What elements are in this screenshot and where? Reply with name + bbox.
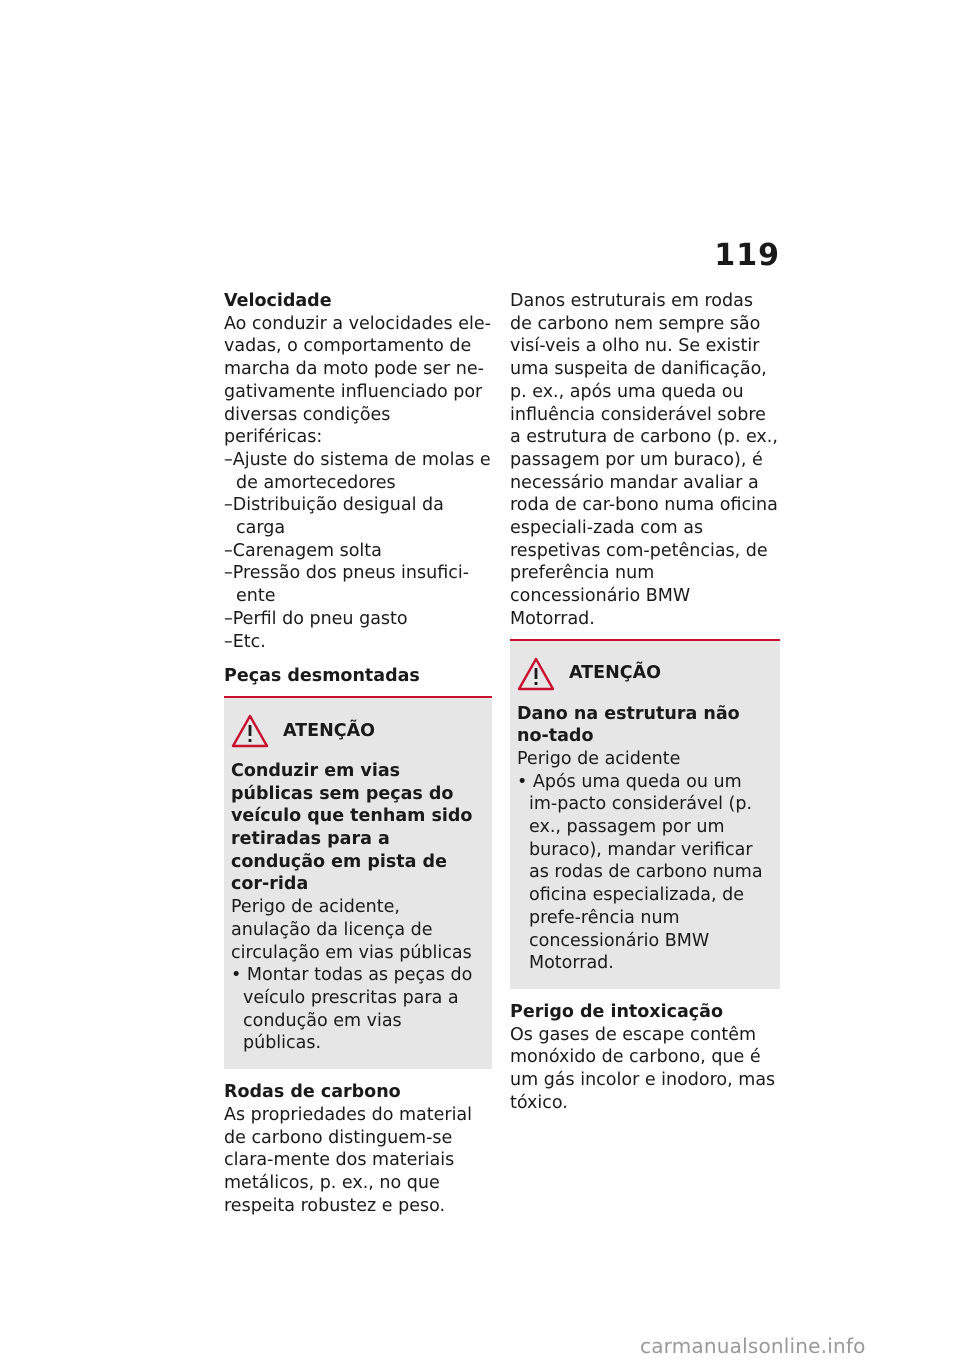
left-column xyxy=(224,290,492,1217)
warning-triangle-icon xyxy=(517,657,555,691)
warning-box xyxy=(510,641,780,989)
list-item: –Ajuste do sistema de molas e de amortecedores xyxy=(224,449,491,493)
carbon-damage-text: Danos estruturais em rodas de carbono nem sempre são visí-veis a olho nu. Se existir uma suspeita de danificação, p. ex., após uma queda ou influência considerável sobre a estrutura de carbono (p. ex., passagem por um buraco), é necessário mandar avaliar a roda de car-bono numa oficina especiali-zada com as respetivas com-petências, de preferência num concessionário BMW Motorrad. xyxy=(510,291,778,629)
section-heading-pecas: Peças desmontadas xyxy=(224,666,420,687)
warning-label: ATENÇÃO xyxy=(283,720,375,741)
list-item: –Carenagem solta xyxy=(224,540,382,561)
warning-header xyxy=(517,657,771,691)
section-heading-rodas: Rodas de carbono xyxy=(224,1082,401,1103)
list-item: –Etc. xyxy=(224,631,266,652)
page-number: 119 xyxy=(714,238,780,273)
warning-bullet: • Após uma queda ou um im-pacto considerável (p. ex., passagem por um buraco), mandar verificar as rodas de carbono numa oficina especializada, de prefe-rência num concessionário BMW Motorrad. xyxy=(517,771,763,974)
right-column xyxy=(510,290,780,1115)
section-heading-velocidade: Velocidade xyxy=(224,291,332,311)
velocidade-intro: Ao conduzir a velocidades ele-vadas, o comportamento de marcha da moto pode ser ne-gativamente influenciado por diversas condições periféricas: xyxy=(224,313,491,448)
warning-body: Perigo de acidente xyxy=(517,748,681,769)
warning-triangle-icon xyxy=(231,714,269,748)
warning-header xyxy=(231,714,483,748)
warning-body: Perigo de acidente, anulação da licença de circulação em vias públicas xyxy=(231,897,472,963)
warning-title: Dano na estrutura não no-tado xyxy=(517,703,740,747)
velocidade-list xyxy=(224,449,492,653)
section-heading-intoxicacao: Perigo de intoxicação xyxy=(510,1001,723,1022)
list-item: –Pressão dos pneus insufici-ente xyxy=(224,563,470,607)
list-item: –Perfil do pneu gasto xyxy=(224,608,408,629)
list-item: –Distribuição desigual da carga xyxy=(224,495,444,539)
rodas-text: As propriedades do material de carbono distinguem-se clara-mente dos materiais metálicos, p. ex., no que respeita robustez e peso. xyxy=(224,1104,473,1216)
warning-title: Conduzir em vias públicas sem peças do veículo que tenham sido retiradas para a condução em pista de cor-rida xyxy=(231,760,473,895)
warning-bullet: • Montar todas as peças do veículo prescritas para a condução em vias públicas. xyxy=(231,965,473,1054)
warning-box xyxy=(224,698,492,1069)
watermark: carmanualsonline.info xyxy=(640,1334,866,1358)
warning-label: ATENÇÃO xyxy=(569,663,661,684)
intoxicacao-text: Os gases de escape contêm monóxido de carbono, que é um gás incolor e inodoro, mas tóxico. xyxy=(510,1024,776,1113)
